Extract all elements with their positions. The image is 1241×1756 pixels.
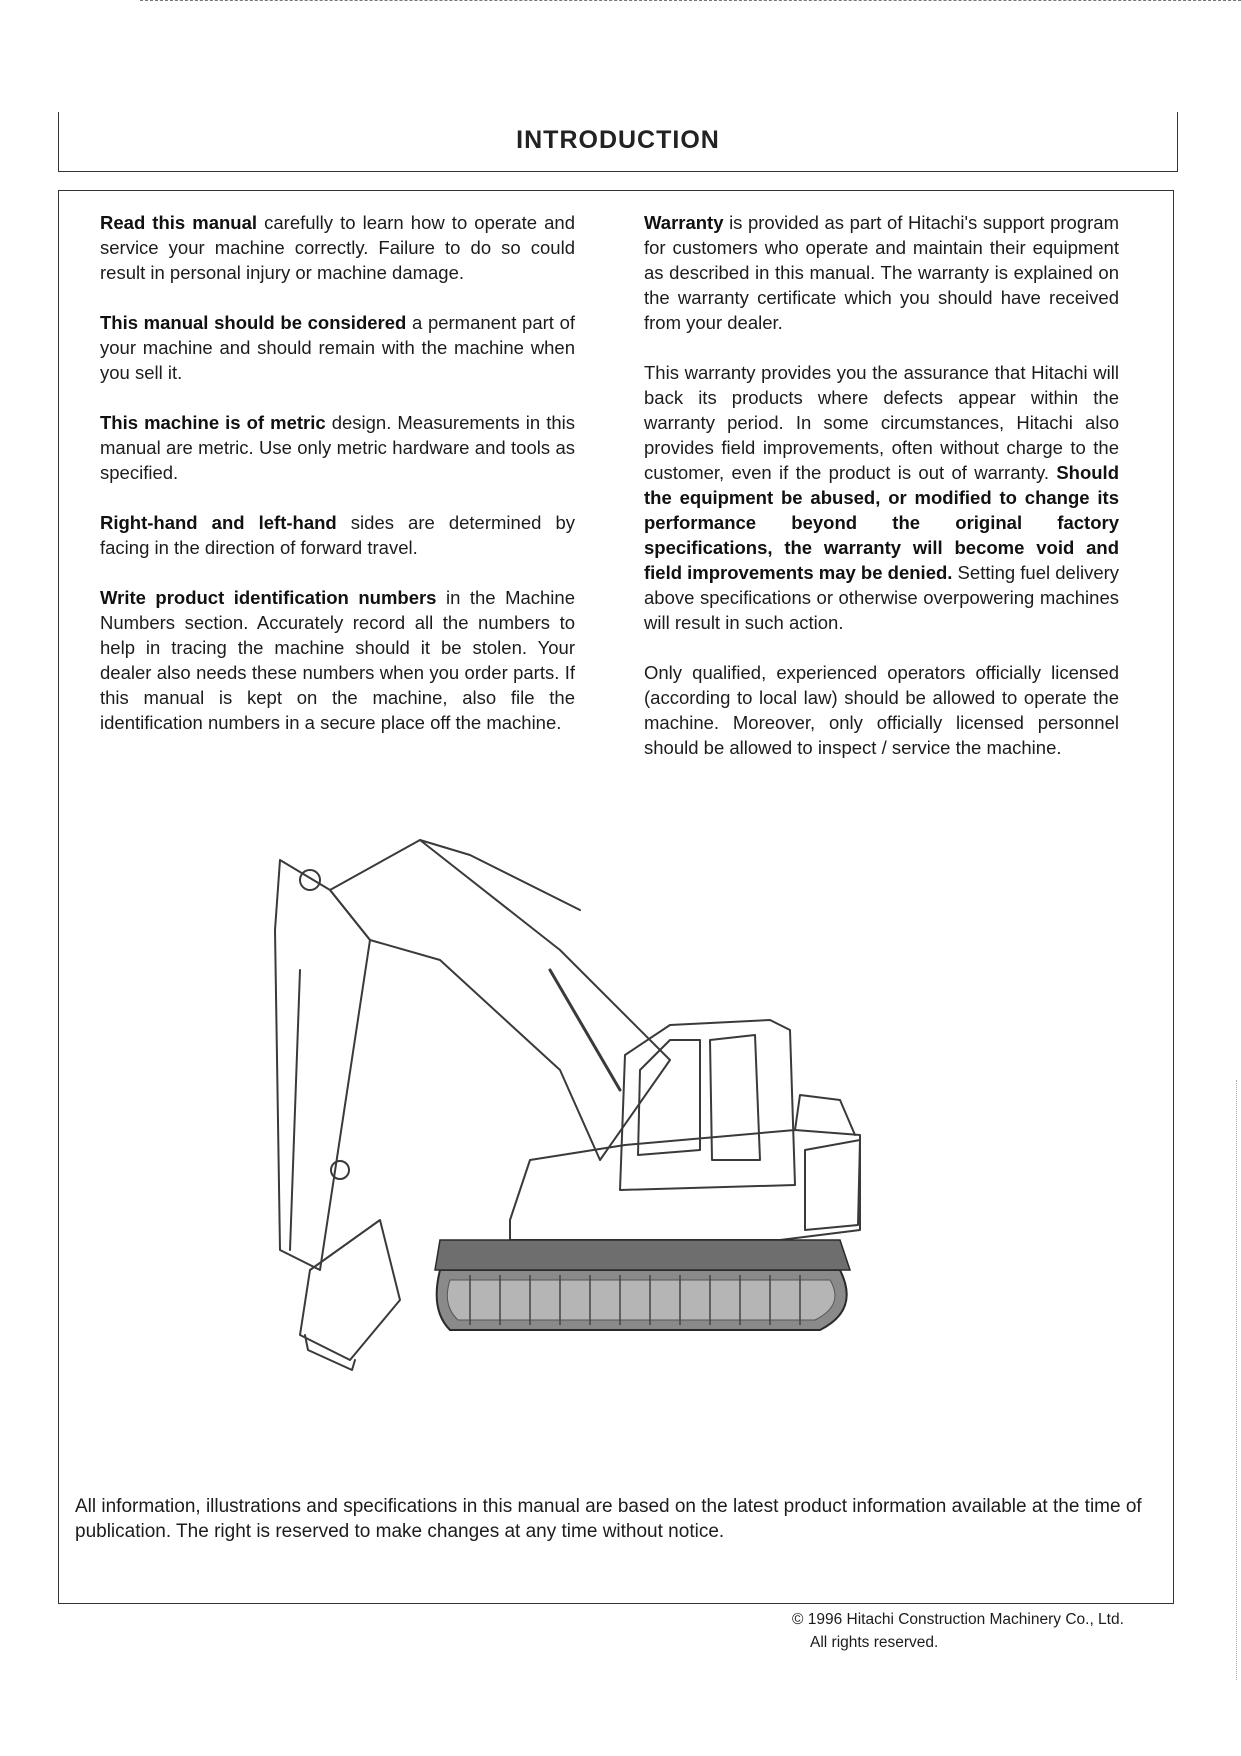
scan-edge-top [140,0,1241,4]
title-box [58,112,1178,172]
right-column [644,210,1119,785]
body-text: sides are determined by facing in the direction of forward travel. [100,512,575,558]
lead-text: Warranty [644,212,724,233]
rights-reserved-line: All rights reserved. [810,1634,939,1651]
arm-shape [275,860,370,1270]
left-column [100,210,575,760]
excavator-illustration [260,830,970,1480]
lead-text: Read this manual [100,212,258,233]
paragraph-sides [100,510,575,560]
copyright-line: © 1996 Hitachi Construction Machinery Co., Ltd. [792,1611,1124,1628]
track-shape [435,1240,850,1330]
lead-text: Write product identification numbers [100,587,437,608]
upper-structure-shape [510,1130,860,1240]
paragraph-identification [100,585,575,735]
boom-shape [330,840,670,1160]
paragraph-operators: Only qualified, experienced operators officially licensed (according to local law) should be allowed to operate the machine. Moreover, only officially licensed personnel should be allowed to inspect / service the machine. [644,662,1119,758]
scan-edge-right [1236,1080,1238,1680]
lead-text: Right-hand and left-hand [100,512,337,533]
body-text: is provided as part of Hitachi's support program for customers who operate and maintain their equipment as described in this manual. The warranty is explained on the warranty certificate which you should have received from your dealer. [644,212,1119,333]
emphasis-text: Should the equipment be abused, or modified to change its performance beyond the original factory specifications, the warranty will become void and field improvements may be denied. [644,462,1119,583]
paragraph-warranty [644,210,1119,335]
excavator-icon [260,830,970,1480]
lead-text: This machine is of metric [100,412,326,433]
paragraph-metric [100,410,575,485]
copyright-notice [792,1608,1192,1654]
paragraph-permanent-part [100,310,575,385]
bucket-shape [300,1220,400,1360]
body-text: in the Machine Numbers section. Accurately record all the numbers to help in tracing the machine should it be stolen. Your dealer also needs these numbers when you order parts. If this manual is kept on the machine, also file the identification numbers in a secure place off the machine. [100,587,575,733]
paragraph-warranty-assurance [644,360,1119,635]
cab-shape [620,1020,795,1190]
body-text: a permanent part of your machine and should remain with the machine when you sell it. [100,312,575,383]
body-text: design. Measurements in this manual are metric. Use only metric hardware and tools as specified. [100,412,575,483]
body-text: carefully to learn how to operate and service your machine correctly. Failure to do so could result in personal injury or machine damage. [100,212,575,283]
body-text: Setting fuel delivery above specifications or otherwise overpowering machines will result in such action. [644,562,1120,633]
page-title: INTRODUCTION [516,126,720,154]
lead-text: This manual should be considered [100,312,407,333]
body-text: This warranty provides you the assurance that Hitachi will back its products where defects appear within the warranty period. In some circumstances, Hitachi also provides field improvements, often without charge to the customer, even if the product is out of warranty. [644,362,1119,483]
paragraph-read-manual [100,210,575,285]
disclaimer-text: All information, illustrations and specifications in this manual are based on the latest product information available at the time of publication. The right is reserved to make changes at any time without notice. [75,1496,1142,1542]
